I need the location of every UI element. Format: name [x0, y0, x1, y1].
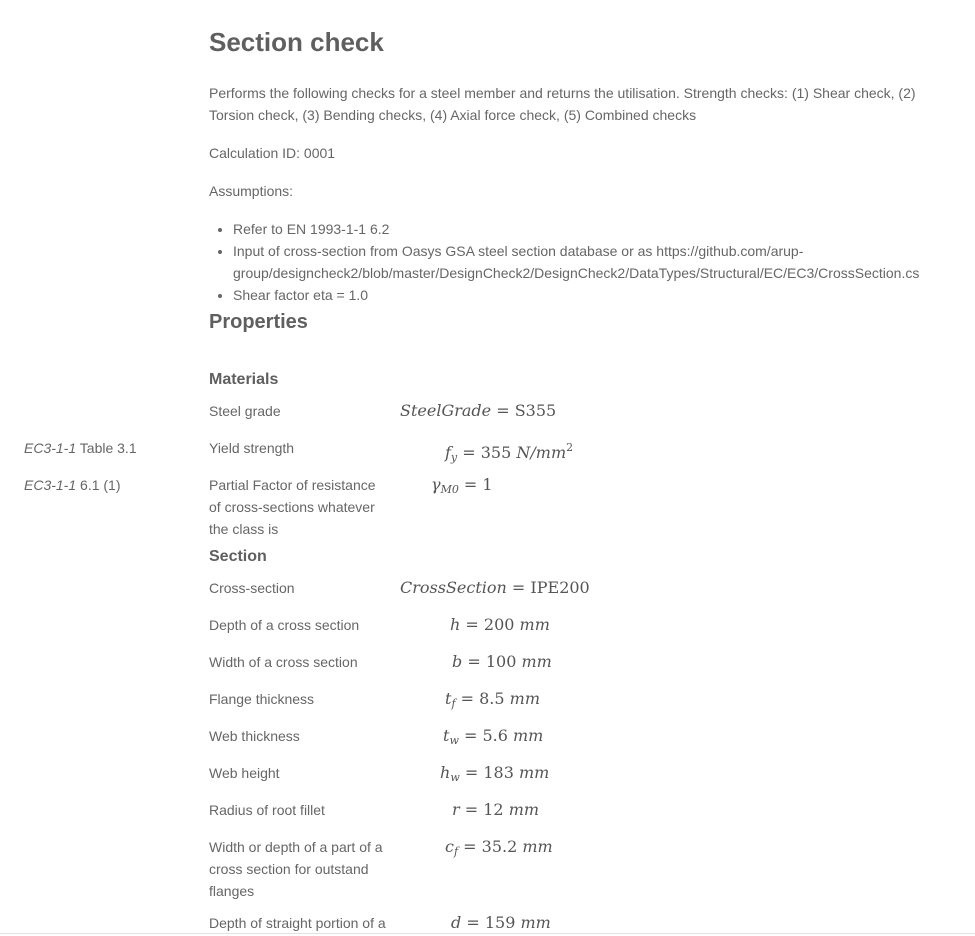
symbol: γ [431, 475, 441, 494]
reference-code: EC3-1-1 [24, 477, 77, 493]
superscript: 2 [566, 441, 574, 454]
unit: mm [522, 837, 553, 856]
assumption-item: • Refer to EN 1993-1-1 6.2 [233, 218, 975, 240]
property-equation [450, 614, 550, 636]
property-label: Width or depth of a part of a cross section for outstand flanges [209, 839, 383, 899]
property-equation [440, 762, 549, 789]
subscript: w [449, 734, 459, 747]
value: 159 [484, 913, 516, 932]
value: 35.2 [481, 837, 518, 856]
property-label: Depth of straight portion of a [209, 915, 386, 931]
equals: = [462, 443, 476, 462]
value: 1 [482, 475, 493, 494]
value: 12 [483, 800, 504, 819]
reference [24, 474, 121, 496]
equals: = [467, 652, 481, 671]
value: 5.6 [482, 726, 508, 745]
assumptions-heading: Assumptions: [209, 183, 294, 199]
equals: = [466, 913, 480, 932]
symbol: r [452, 800, 460, 819]
symbol: b [452, 652, 463, 671]
equals: = [464, 763, 479, 782]
equals: = [511, 578, 526, 597]
symbol: t [445, 689, 452, 708]
value: IPE200 [530, 578, 590, 597]
property-equation [451, 912, 551, 934]
unit: mm [508, 800, 540, 819]
property-equation [400, 577, 590, 599]
subscript: M0 [440, 483, 459, 496]
assumption-item: • Input of cross-section from Oasys GSA steel section database or as https://github.com/arup-group/designcheck2/blob/master/DesignCheck2/DesignCheck2/DataTypes/Structural/EC/EC3/CrossSection.cs [233, 240, 975, 284]
symbol: d [451, 913, 462, 932]
unit: mm [519, 615, 550, 634]
symbol: c [445, 837, 454, 856]
symbol: h [440, 763, 451, 782]
property-equation [445, 437, 573, 469]
property-equation [400, 400, 556, 422]
equals: = [464, 800, 479, 819]
equals: = [496, 401, 510, 420]
equals: = [463, 475, 478, 494]
symbol: f [445, 443, 451, 462]
reference [24, 437, 137, 459]
property-label: Partial Factor of resistance of cross-sections whatever the class is [209, 477, 376, 537]
unit: N/mm [516, 443, 567, 462]
property-equation [452, 651, 552, 673]
description-text: Performs the following checks for a steel member and returns the utilisation. Strength checks: (1) Shear check, (2) Torsion check, (3) Bending checks, (4) Axial force check, (5) Combined checks [209, 85, 916, 123]
subscript: y [450, 451, 458, 464]
assumption-item: • Shear factor eta = 1.0 [233, 284, 975, 306]
value: 200 [483, 615, 515, 634]
property-label: Web thickness [209, 728, 300, 744]
calculation-id: Calculation ID: 0001 [209, 145, 336, 161]
page-title: Section check [209, 27, 384, 57]
properties-heading: Properties [209, 311, 308, 333]
subscript: f [451, 697, 456, 710]
subscript: w [450, 771, 460, 784]
property-label: Yield strength [209, 440, 295, 456]
property-equation [443, 725, 543, 752]
equals: = [465, 615, 479, 634]
property-label: Radius of root fillet [209, 802, 325, 818]
unit: mm [509, 689, 540, 708]
materials-heading: Materials [209, 371, 279, 388]
section-heading: Section [209, 548, 267, 565]
value: 355 [480, 443, 512, 462]
unit: mm [520, 913, 551, 932]
value: S355 [514, 401, 557, 420]
equals: = [463, 726, 478, 745]
symbol: CrossSection [400, 578, 507, 597]
bottom-divider [0, 933, 975, 934]
equals: = [460, 689, 475, 708]
unit: mm [521, 652, 552, 671]
value: 183 [483, 763, 514, 782]
value: 100 [485, 652, 517, 671]
property-equation [452, 799, 539, 821]
symbol: t [443, 726, 450, 745]
assumptions-list [209, 218, 975, 306]
property-equation [445, 688, 540, 715]
reference-clause: Table 3.1 [79, 440, 137, 456]
property-label: Cross-section [209, 580, 295, 596]
subscript: f [453, 845, 459, 858]
property-equation [431, 474, 493, 501]
reference-code: EC3-1-1 [24, 440, 77, 456]
symbol: SteelGrade [400, 401, 492, 420]
reference-clause: 6.1 (1) [80, 477, 121, 493]
property-equation [445, 836, 553, 863]
property-label: Steel grade [209, 403, 281, 419]
property-label: Flange thickness [209, 691, 315, 707]
symbol: h [450, 615, 461, 634]
value: 8.5 [479, 689, 505, 708]
unit: mm [513, 726, 544, 745]
property-label: Depth of a cross section [209, 617, 360, 633]
equals: = [463, 837, 477, 856]
property-label: Web height [209, 765, 280, 781]
unit: mm [518, 763, 550, 782]
property-label: Width of a cross section [209, 654, 358, 670]
